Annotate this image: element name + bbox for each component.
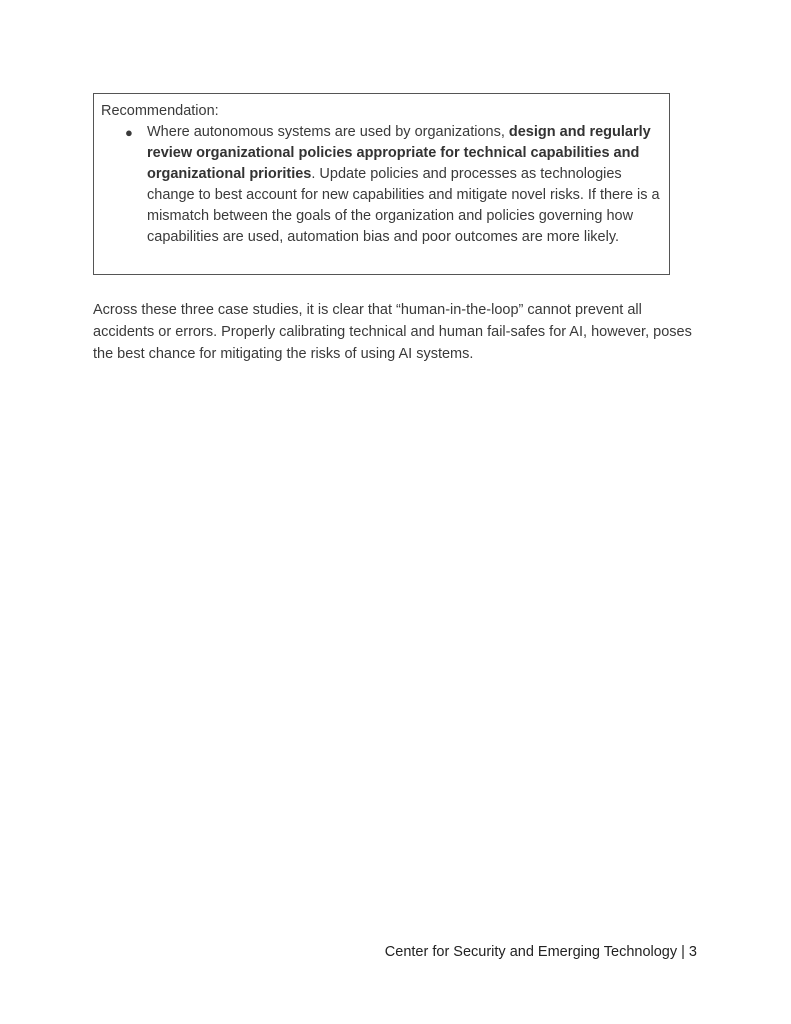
recommendation-bold-text: design and regularly review organizational policies appropriate for technical capabilities and organizational priorities: [147, 124, 651, 182]
page-footer: Center for Security and Emerging Technology | 3: [384, 944, 697, 960]
body-paragraph: Across these three case studies, it is clear that “human-in-the-loop” cannot prevent all accidents or errors. Properly calibrating technical and human fail-safes for AI, however, poses the best chance for mitigating the risks of using AI systems.: [93, 302, 692, 362]
recommendation-text-before: Where autonomous systems are used by organizations,: [147, 124, 509, 140]
recommendation-label: Recommendation:: [101, 103, 219, 119]
bullet-icon: ●: [125, 125, 133, 140]
recommendation-list: [101, 122, 663, 248]
recommendation-item: [101, 122, 663, 248]
recommendation-box: [93, 93, 670, 275]
recommendation-text-after: . Update policies and processes as technologies change to best account for new capabilities and mitigate novel risks. If there is a mismatch between the goals of the organization and policies governing how capabilities are used, automation bias and poor outcomes are more likely.: [147, 166, 660, 245]
